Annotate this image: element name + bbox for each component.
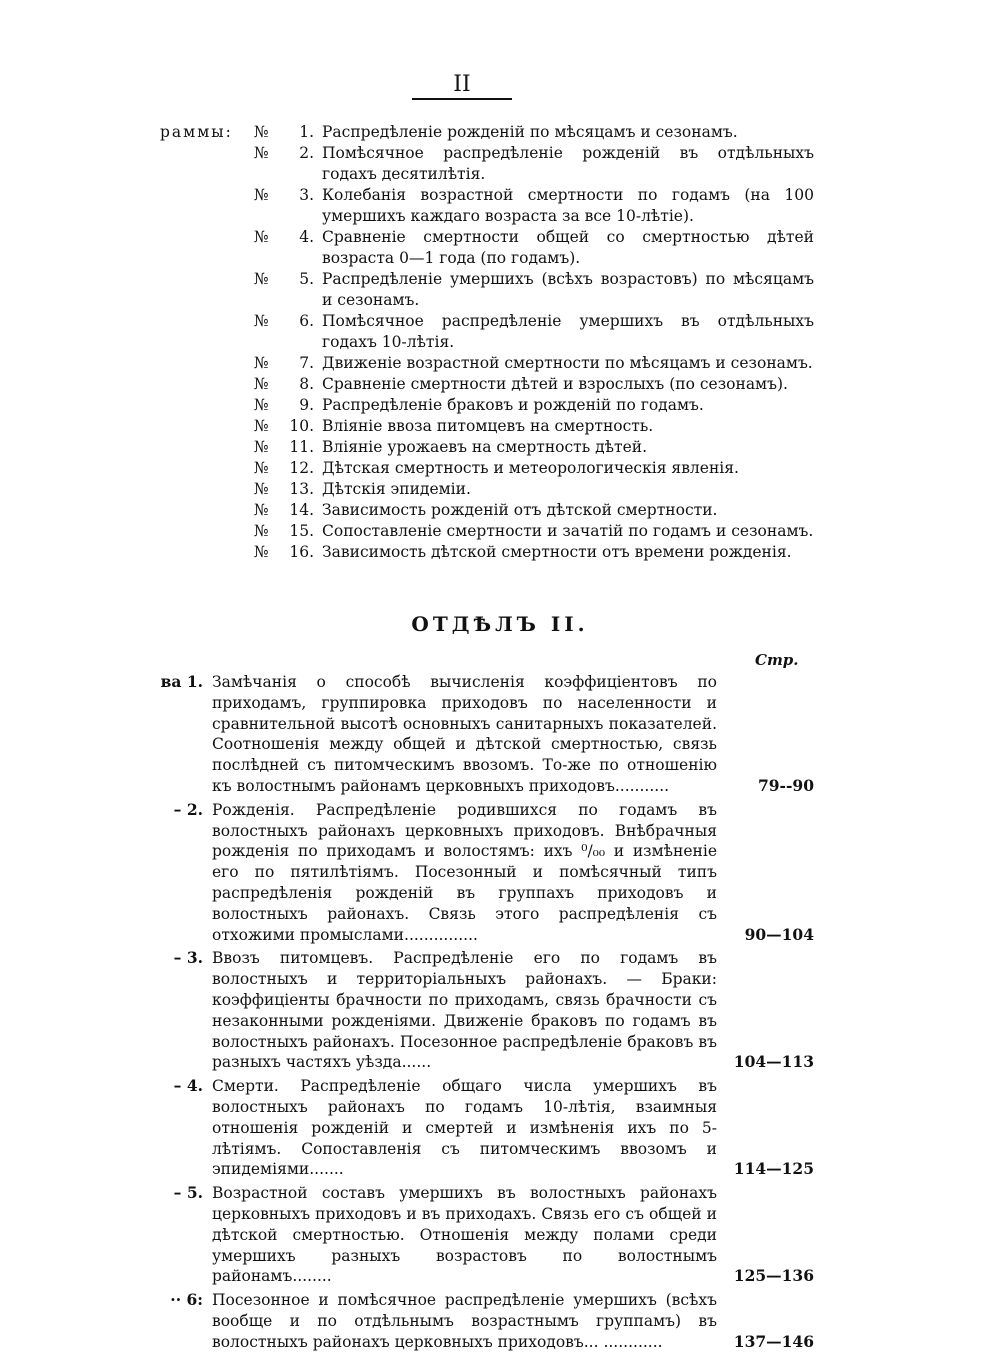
chapter-number: ·· 6:: [170, 1290, 203, 1310]
diagram-prefix: раммы:: [160, 123, 233, 141]
number-sign: №: [254, 480, 269, 498]
chapter-number: – 2.: [173, 799, 203, 819]
number-sign: №: [254, 354, 269, 372]
chapter-entry: [0, 672, 1000, 797]
number-sign: №: [254, 312, 269, 330]
diagram-text: Сопоставленіе смертности и зачатій по годамъ и сезонамъ.: [322, 522, 814, 540]
chapter-entry: [0, 1290, 1000, 1352]
diagram-item: [0, 416, 1000, 437]
diagram-text: Колебанія возрастной смертности по годамъ (на 100 умершихъ каждаго возраста за все 10-лѣтіе).: [322, 186, 814, 225]
diagram-number: 12.: [289, 459, 314, 477]
diagram-number: 3.: [299, 186, 314, 204]
chapter-text: Рожденія. Распредѣленіе родившихся по годамъ въ волостныхъ районахъ церковныхъ приходовъ. Внѣбрачныя рожденія по приходамъ и волостямъ: ихъ ⁰/₀₀ и измѣненіе его по пятилѣтіямъ. Посезонный и помѣсячный типъ распредѣленія рожденій въ группахъ приходовъ и волостныхъ районахъ. Связь этого распредѣленія съ отхожими промыслами...............: [212, 800, 717, 944]
diagram-text: Распредѣленіе браковъ и рожденій по годамъ.: [322, 396, 704, 414]
diagram-text: Дѣтскія эпидеміи.: [322, 480, 471, 498]
diagram-number: 11.: [289, 438, 314, 456]
diagram-text: Дѣтская смертность и метеорологическія явленія.: [322, 459, 739, 477]
diagram-text: Зависимость рожденій отъ дѣтской смертности.: [322, 501, 718, 519]
diagram-text: Сравненіе смертности общей со смертностью дѣтей возраста 0—1 года (по годамъ).: [322, 228, 814, 267]
chapter-entry: [0, 800, 1000, 946]
number-sign: №: [254, 459, 269, 477]
chapter-text: Замѣчанія о способѣ вычисленія коэффиціентовъ по приходамъ, группировка приходовъ по населенности и сравнительной высотѣ основныхъ санитарныхъ показателей. Соотношенія между общей и дѣтской смертностью, связь послѣдней съ питомческимъ ввозомъ. То-же по отношенію къ волостнымъ районамъ церковныхъ приходовъ...........: [212, 673, 717, 795]
chapter-entry: [0, 1183, 1000, 1287]
number-sign: №: [254, 144, 269, 162]
diagram-item: [0, 374, 1000, 395]
section-title: ОТДѢЛЪ II.: [411, 612, 589, 636]
diagram-number: 8.: [299, 375, 314, 393]
number-sign: №: [254, 396, 269, 414]
chapter-number: ва 1.: [160, 672, 203, 691]
diagram-item: [0, 122, 1000, 143]
diagram-item: [0, 395, 1000, 416]
diagram-item: [0, 311, 1000, 353]
diagram-item: [0, 185, 1000, 227]
diagram-item: [0, 542, 1000, 563]
diagram-text: Зависимость дѣтской смертности отъ времени рожденія.: [322, 543, 792, 561]
diagram-number: 4.: [299, 228, 314, 246]
number-sign: №: [254, 417, 269, 435]
page-number: II: [453, 72, 471, 97]
diagram-number: 2.: [299, 144, 314, 162]
diagram-text: Распредѣленіе рожденій по мѣсяцамъ и сезонамъ.: [322, 123, 738, 141]
number-sign: №: [254, 501, 269, 519]
chapter-pages: 137—146: [733, 1331, 814, 1351]
chapter-text: Возрастной составъ умершихъ въ волостныхъ районахъ церковныхъ приходовъ и въ приходахъ. Связь его съ общей и дѣтской смертностью. Отношенія между полами среди умершихъ разныхъ возрастовъ по волостнымъ районамъ........: [212, 1184, 717, 1286]
chapter-pages: 114—125: [733, 1159, 814, 1179]
diagram-item: [0, 458, 1000, 479]
number-sign: №: [254, 186, 269, 204]
number-sign: №: [254, 270, 269, 288]
chapter-number: – 4.: [173, 1076, 203, 1096]
diagram-text: Сравненіе смертности дѣтей и взрослыхъ (по сезонамъ).: [322, 375, 788, 393]
chapter-pages: 90—104: [744, 924, 814, 944]
diagram-number: 14.: [289, 501, 314, 519]
chapter-text: Смерти. Распредѣленіе общаго числа умершихъ въ волостныхъ районахъ по годамъ 10-лѣтія, взаимныя отношенія рожденій и смертей и измѣненія ихъ по 5-лѣтіямъ. Сопоставленія съ питомческимъ ввозомъ и эпидеміями.......: [212, 1077, 717, 1179]
chapter-pages: 104—113: [733, 1052, 814, 1072]
number-sign: №: [254, 438, 269, 456]
diagram-number: 16.: [289, 543, 314, 561]
diagram-text: Вліяніе урожаевъ на смертность дѣтей.: [322, 438, 648, 456]
number-sign: №: [254, 543, 269, 561]
chapter-pages: 79--90: [757, 775, 814, 795]
diagram-item: [0, 143, 1000, 185]
diagram-item: [0, 353, 1000, 374]
diagram-number: 1.: [299, 123, 314, 141]
chapter-entry: [0, 1076, 1000, 1180]
diagram-number: 13.: [289, 480, 314, 498]
number-sign: №: [254, 123, 269, 141]
diagram-list: [0, 122, 1000, 563]
diagram-number: 15.: [289, 522, 314, 540]
diagram-number: 7.: [299, 354, 314, 372]
page-number-rule: [412, 98, 512, 100]
chapter-number: – 5.: [173, 1183, 203, 1203]
diagram-item: [0, 479, 1000, 500]
diagram-number: 6.: [299, 312, 314, 330]
number-sign: №: [254, 522, 269, 540]
diagram-text: Распредѣленіе умершихъ (всѣхъ возрастовъ) по мѣсяцамъ и сезонамъ.: [322, 270, 814, 309]
chapter-list: [0, 672, 1000, 1356]
pages-column-header: Стр.: [755, 651, 799, 669]
chapter-pages: 125—136: [733, 1266, 814, 1286]
diagram-number: 9.: [299, 396, 314, 414]
diagram-text: Вліяніе ввоза питомцевъ на смертность.: [322, 417, 654, 435]
diagram-number: 10.: [289, 417, 314, 435]
diagram-item: [0, 437, 1000, 458]
diagram-text: Движеніе возрастной смертности по мѣсяцамъ и сезонамъ.: [322, 354, 813, 372]
chapter-number: – 3.: [173, 948, 203, 968]
diagram-item: [0, 269, 1000, 311]
diagram-text: Помѣсячное распредѣленіе умершихъ въ отдѣльныхъ годахъ 10-лѣтія.: [322, 312, 814, 351]
diagram-item: [0, 521, 1000, 542]
number-sign: №: [254, 375, 269, 393]
chapter-text: Посезонное и помѣсячное распредѣленіе умершихъ (всѣхъ вообще и по отдѣльнымъ возрастнымъ группамъ) въ волостныхъ районахъ церковныхъ приходовъ... ............: [212, 1291, 717, 1351]
chapter-text: Ввозъ питомцевъ. Распредѣленіе его по годамъ въ волостныхъ и территоріальныхъ районахъ. — Браки: коэффиціенты брачности по приходамъ, связь брачности съ незаконными рожденіями. Движеніе браковъ по годамъ въ волостныхъ районахъ. Посезонное распредѣленіе браковъ въ разныхъ частяхъ уѣзда......: [212, 949, 717, 1072]
diagram-item: [0, 227, 1000, 269]
diagram-number: 5.: [299, 270, 314, 288]
chapter-entry: [0, 948, 1000, 1073]
diagram-item: [0, 500, 1000, 521]
number-sign: №: [254, 228, 269, 246]
diagram-text: Помѣсячное распредѣленіе рожденій въ отдѣльныхъ годахъ десятилѣтія.: [322, 144, 814, 183]
